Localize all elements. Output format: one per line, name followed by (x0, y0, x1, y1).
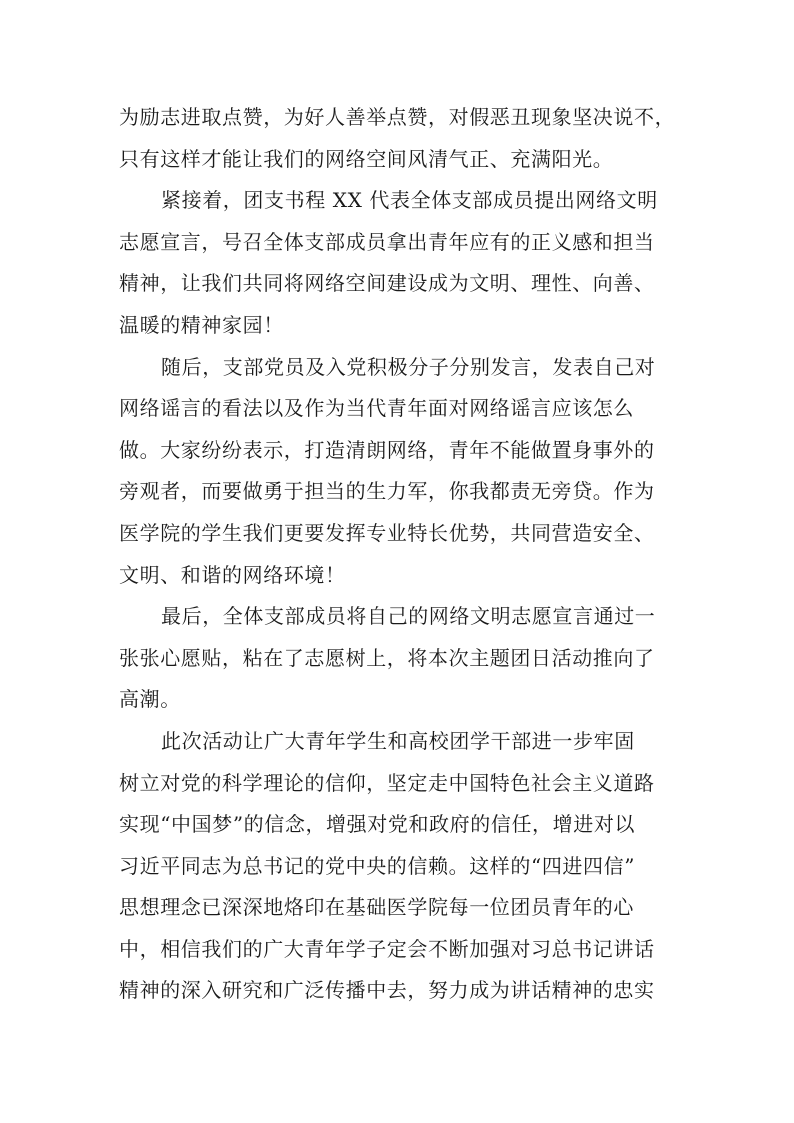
text-line: 高潮。 (119, 687, 181, 712)
text-line: 实现“中国梦”的信念，增强对党和政府的信任，增进对以 (119, 812, 636, 837)
text-line: 网络谣言的看法以及作为当代青年面对网络谣言应该怎么 (119, 396, 634, 421)
text-line: 精神，让我们共同将网络空间建设成为文明、理性、向善、 (119, 271, 655, 296)
text-line: 为励志进取点赞，为好人善举点赞，对假恶丑现象坚决说不， (119, 105, 676, 129)
text-line: 只有这样才能让我们的网络空间风清气正、充满阳光。 (119, 146, 614, 171)
text-line: 紧接着，团支书程 XX 代表全体支部成员提出网络文明 (161, 188, 658, 213)
text-line: 做。大家纷纷表示，打造清朗网络，青年不能做置身事外的 (119, 437, 655, 462)
text-line: 张张心愿贴，粘在了志愿树上，将本次主题团日活动推向了 (119, 645, 655, 670)
document-body (119, 97, 689, 1012)
text-line: 思想理念已深深地烙印在基础医学院每一位团员青年的心 (119, 895, 634, 920)
text-line: 最后，全体支部成员将自己的网络文明志愿宣言通过一 (161, 604, 656, 629)
text-line: 温暖的精神家园！ (119, 312, 284, 337)
text-line: 此次活动让广大青年学生和高校团学干部进一步牢固 (161, 728, 635, 753)
text-line: 中，相信我们的广大青年学子定会不断加强对习总书记讲话 (119, 936, 655, 961)
text-line: 随后，支部党员及入党积极分子分别发言，发表自己对 (161, 354, 656, 379)
text-line: 医学院的学生我们更要发挥专业特长优势，共同营造安全、 (119, 520, 655, 545)
text-line: 精神的深入研究和广泛传播中去，努力成为讲话精神的忠实 (119, 978, 655, 1003)
text-line: 树立对党的科学理论的信仰，坚定走中国特色社会主义道路 (119, 770, 655, 795)
text-line: 志愿宣言，号召全体支部成员拿出青年应有的正义感和担当 (119, 229, 655, 254)
text-line: 习近平同志为总书记的党中央的信赖。这样的“四进四信” (119, 853, 636, 878)
text-line: 旁观者，而要做勇于担当的生力军，你我都责无旁贷。作为 (119, 479, 655, 504)
text-line: 文明、和谐的网络环境！ (119, 562, 346, 587)
